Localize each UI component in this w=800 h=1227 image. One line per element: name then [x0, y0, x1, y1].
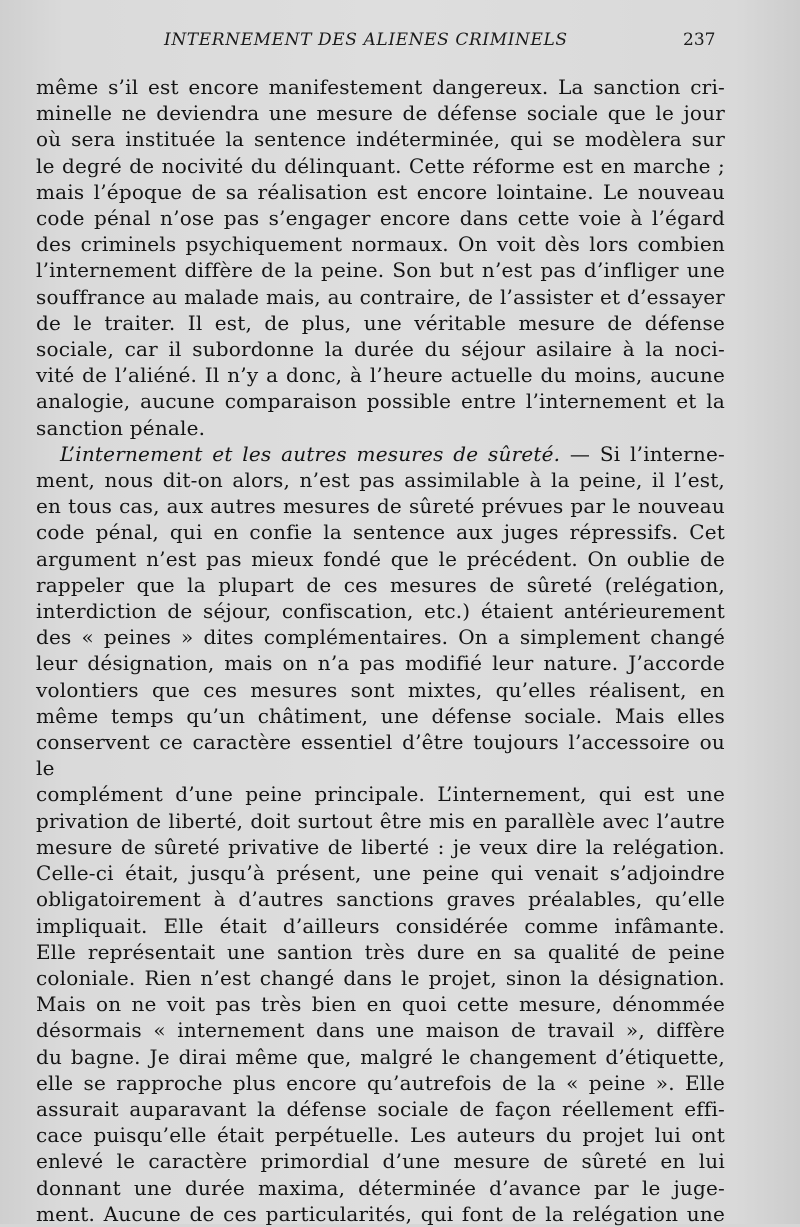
text-line: code pénal, qui en confie la sentence aux juges répressifs. Cet: [36, 520, 725, 545]
text-line: complément d’une peine principale. L’internement, qui est une: [36, 782, 725, 807]
paragraph-heading-line: [36, 441, 725, 467]
text-line: le degré de nocivité du délinquant. Cette réforme est en marche ;: [36, 153, 725, 178]
text-line: volontiers que ces mesures sont mixtes, qu’elles réalisent, en: [36, 677, 725, 702]
text-line: donnant une durée maxima, déterminée d’avance par le juge-: [36, 1175, 725, 1200]
heading-tail: — Si l’interne-: [560, 441, 725, 466]
text-line: privation de liberté, doit surtout être mis en parallèle avec l’autre: [36, 808, 725, 833]
text-line: souffrance au malade mais, au contraire, de l’assister et d’essayer: [36, 284, 725, 309]
text-line: même s’il est encore manifestement dangereux. La sanction cri-: [36, 75, 725, 99]
paragraph-heading: L’internement et les autres mesures de sûreté.: [60, 441, 561, 466]
page-header: [0, 30, 800, 54]
text-line: vité de l’aliéné. Il n’y a donc, à l’heure actuelle du moins, aucune: [36, 363, 725, 388]
text-line: sanction pénale.: [36, 415, 206, 440]
text-line: des « peines » dites complémentaires. On a simplement changé: [36, 625, 725, 650]
text-line: l’internement diffère de la peine. Son but n’est pas d’infliger une: [36, 258, 725, 283]
text-line: désormais « internement dans une maison de travail », diffère: [36, 1018, 725, 1043]
text-line: obligatoirement à d’autres sanctions graves préalables, qu’elle: [36, 887, 725, 912]
text-line: interdiction de séjour, confiscation, etc.) étaient antérieurement: [36, 599, 725, 624]
text-line: en tous cas, aux autres mesures de sûreté prévues par le nouveau: [36, 494, 725, 519]
page-number: 237: [683, 30, 716, 50]
running-title: INTERNEMENT DES ALIENES CRIMINELS: [164, 30, 568, 50]
text-line: même temps qu’un châtiment, une défense sociale. Mais elles: [36, 703, 725, 728]
text-line: impliquait. Elle était d’ailleurs considérée comme infâmante.: [36, 913, 725, 938]
text-line: de le traiter. Il est, de plus, une véritable mesure de défense: [36, 310, 725, 335]
text-line: cace puisqu’elle était perpétuelle. Les auteurs du projet lui ont: [36, 1123, 725, 1148]
text-line: des criminels psychiquement normaux. On voit dès lors combien: [36, 232, 725, 257]
body-text: [36, 74, 725, 1227]
text-line: analogie, aucune comparaison possible entre l’internement et la: [36, 389, 725, 414]
text-line: elle se rapproche plus encore qu’autrefois de la « peine ». Elle: [36, 1070, 725, 1095]
text-line: code pénal n’ose pas s’engager encore dans cette voie à l’égard: [36, 206, 725, 231]
text-line: leur désignation, mais on n’a pas modifié leur nature. J’accorde: [36, 651, 725, 676]
text-line: ment, nous dit-on alors, n’est pas assimilable à la peine, il l’est,: [36, 468, 725, 493]
text-line: argument n’est pas mieux fondé que le précédent. On oublie de: [36, 546, 725, 571]
text-line: ment. Aucune de ces particularités, qui font de la relégation une: [36, 1201, 725, 1226]
text-line: sociale, car il subordonne la durée du séjour asilaire à la noci-: [36, 337, 725, 362]
text-line: Celle-ci était, jusqu’à présent, une peine qui venait s’adjoindre: [36, 861, 725, 886]
text-line: Mais on ne voit pas très bien en quoi cette mesure, dénommée: [36, 992, 725, 1017]
text-line: mais l’époque de sa réalisation est encore lointaine. Le nouveau: [36, 179, 725, 204]
text-line: assurait auparavant la défense sociale de façon réellement effi-: [36, 1096, 725, 1121]
text-line: Elle représentait une santion très dure en sa qualité de peine: [36, 939, 725, 964]
text-line: mesure de sûreté privative de liberté : je veux dire la relégation.: [36, 834, 725, 859]
text-line: conservent ce caractère essentiel d’être toujours l’accessoire ou le: [36, 730, 725, 781]
text-line: rappeler que la plupart de ces mesures de sûreté (relégation,: [36, 572, 725, 597]
text-line: où sera instituée la sentence indéterminée, qui se modèlera sur: [36, 127, 725, 152]
text-line: du bagne. Je dirai même que, malgré le changement d’étiquette,: [36, 1044, 725, 1069]
text-line: coloniale. Rien n’est changé dans le projet, sinon la désignation.: [36, 965, 725, 990]
text-line: enlevé le caractère primordial d’une mesure de sûreté en lui: [36, 1149, 725, 1174]
text-line: minelle ne deviendra une mesure de défense sociale que le jour: [36, 101, 725, 126]
